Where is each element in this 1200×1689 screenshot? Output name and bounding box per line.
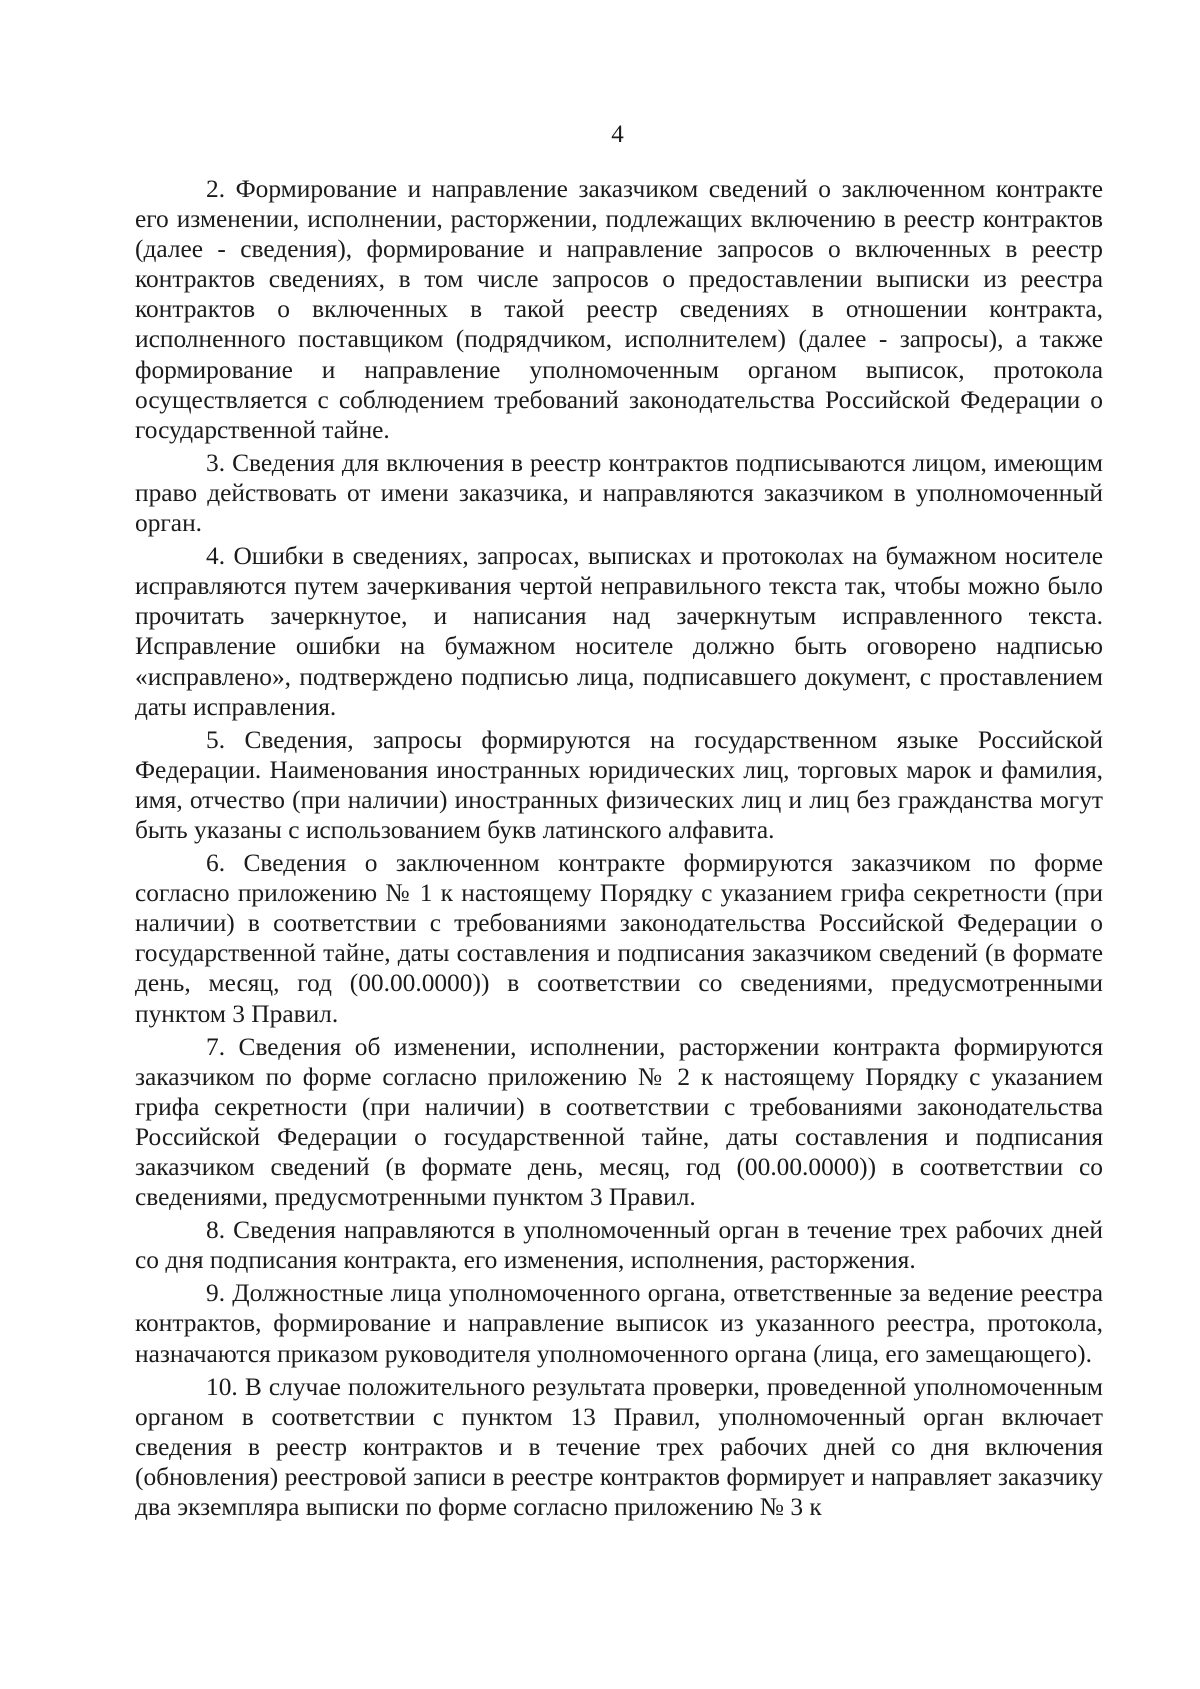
- paragraph-4: 4. Ошибки в сведениях, запросах, выписках и протоколах на бумажном носителе исправляются путем зачеркивания чертой неправильного текста так, чтобы можно было прочитать зачеркнутое, и написания над зачеркнутым исправленного текста. Исправление ошибки на бумажном носителе должно быть оговорено надписью «исправлено», подтверждено подписью лица, подписавшего документ, с проставлением даты исправления.: [135, 542, 1103, 721]
- document-body: [135, 174, 1103, 1525]
- paragraph-3: 3. Сведения для включения в реестр контрактов подписываются лицом, имеющим право действовать от имени заказчика, и направляются заказчиком в уполномоченный орган.: [135, 448, 1103, 538]
- paragraph-10: 10. В случае положительного результата проверки, проведенной уполномоченным органом в соответствии с пунктом 13 Правил, уполномоченный орган включает сведения в реестр контрактов и в течение трех рабочих дней со дня включения (обновления) реестровой записи в реестре контрактов формирует и направляет заказчику два экземпляра выписки по форме согласно приложению № 3 к: [135, 1372, 1103, 1522]
- page-number: 4: [611, 121, 624, 148]
- paragraph-7: 7. Сведения об изменении, исполнении, расторжении контракта формируются заказчиком по форме согласно приложению № 2 к настоящему Порядку с указанием грифа секретности (при наличии) в соответствии с требованиями законодательства Российской Федерации о государственной тайне, даты составления и подписания заказчиком сведений (в формате день, месяц, год (00.00.0000)) в соответствии со сведениями, предусмотренными пунктом 3 Правил.: [135, 1032, 1103, 1212]
- paragraph-2: 2. Формирование и направление заказчиком сведений о заключенном контракте его изменении, исполнении, расторжении, подлежащих включению в реестр контрактов (далее - сведения), формирование и направление запросов о включенных в реестр контрактов сведениях, в том числе запросов о предоставлении выписки из реестра контрактов о включенных в такой реестр сведениях в отношении контракта, исполненного поставщиком (подрядчиком, исполнителем) (далее - запросы), а также формирование и направление уполномоченным органом выписок, протокола осуществляется с соблюдением требований законодательства Российской Федерации о государственной тайне.: [135, 175, 1103, 444]
- paragraph-8: 8. Сведения направляются в уполномоченный орган в течение трех рабочих дней со дня подписания контракта, его изменения, исполнения, расторжения.: [135, 1216, 1103, 1275]
- paragraph-9: 9. Должностные лица уполномоченного органа, ответственные за ведение реестра контрактов, формирование и направление выписок из указанного реестра, протокола, назначаются приказом руководителя уполномоченного органа (лица, его замещающего).: [135, 1279, 1103, 1368]
- paragraph-6: 6. Сведения о заключенном контракте формируются заказчиком по форме согласно приложению № 1 к настоящему Порядку с указанием грифа секретности (при наличии) в соответствии с требованиями законодательства Российской Федерации о государственной тайне, даты составления и подписания заказчиком сведений (в формате день, месяц, год (00.00.0000)) в соответствии со сведениями, предусмотренными пунктом 3 Правил.: [135, 849, 1103, 1028]
- paragraph-5: 5. Сведения, запросы формируются на государственном языке Российской Федерации. Наименования иностранных юридических лиц, торговых марок и фамилия, имя, отчество (при наличии) иностранных физических лиц и лиц без гражданства могут быть указаны с использованием букв латинского алфавита.: [135, 725, 1103, 844]
